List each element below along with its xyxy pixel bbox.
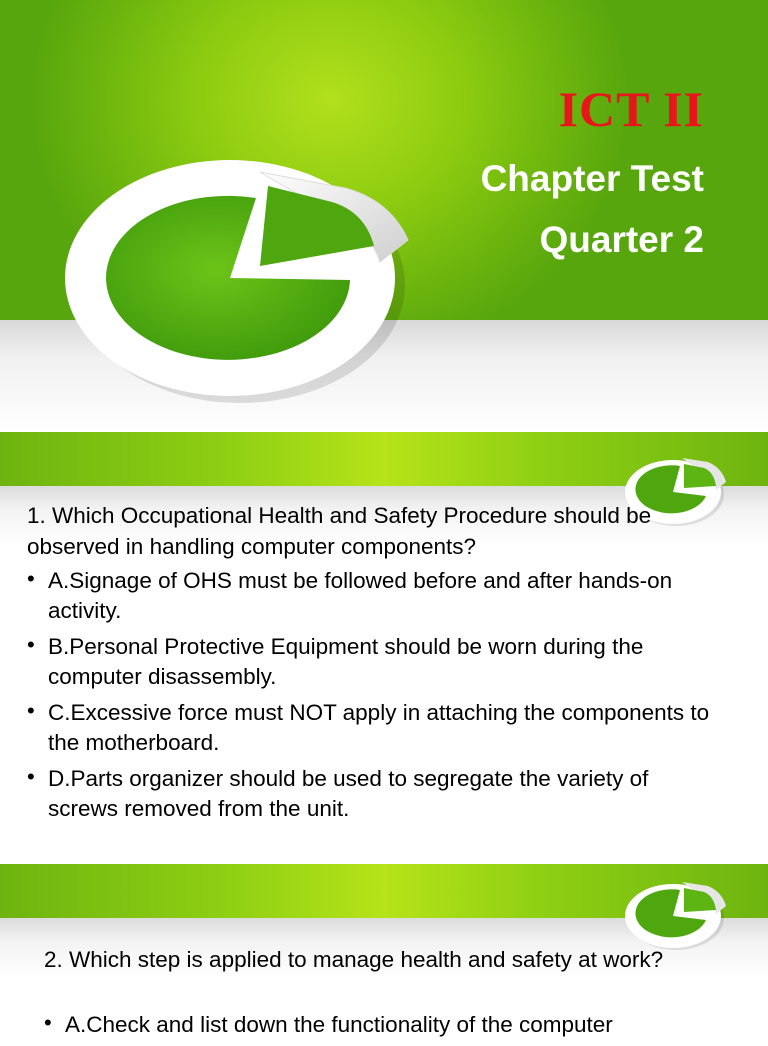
option-a bbox=[27, 566, 717, 626]
slide-subtitle-line2: Quarter 2 bbox=[539, 219, 704, 260]
option-b bbox=[27, 632, 717, 692]
option-text: C.Excessive force must NOT apply in attaching the components to the motherboard. bbox=[48, 700, 710, 755]
question-slide-2 bbox=[0, 864, 768, 1037]
question-slide-1 bbox=[0, 432, 768, 864]
bullet-icon: • bbox=[44, 1010, 52, 1035]
bullet-icon: • bbox=[27, 632, 35, 657]
slide-subtitle-line1: Chapter Test bbox=[480, 158, 704, 199]
option-d bbox=[27, 764, 717, 824]
answer-options bbox=[44, 1010, 724, 1046]
title-slide bbox=[0, 0, 768, 432]
bullet-icon: • bbox=[27, 764, 35, 789]
slide-title: ICT II bbox=[558, 81, 704, 137]
option-text: B.Personal Protective Equipment should be worn during the computer disassembly. bbox=[48, 634, 644, 689]
bullet-icon: • bbox=[27, 698, 35, 723]
answer-options bbox=[27, 566, 717, 830]
option-c bbox=[27, 698, 717, 758]
pie-chart-sticker-icon bbox=[70, 150, 440, 410]
question-text: 1. Which Occupational Health and Safety Procedure should be observed in handling computer components? bbox=[27, 503, 652, 559]
option-a bbox=[44, 1010, 724, 1040]
option-text: D.Parts organizer should be used to segregate the variety of screws removed from the unit. bbox=[48, 766, 649, 821]
option-text: A.Check and list down the functionality of the computer bbox=[65, 1012, 613, 1037]
pie-chart-sticker-icon bbox=[626, 874, 736, 954]
option-text: A.Signage of OHS must be followed before and after hands-on activity. bbox=[48, 568, 673, 623]
question-text: 2. Which step is applied to manage health and safety at work? bbox=[44, 947, 664, 972]
bullet-icon: • bbox=[27, 566, 35, 591]
